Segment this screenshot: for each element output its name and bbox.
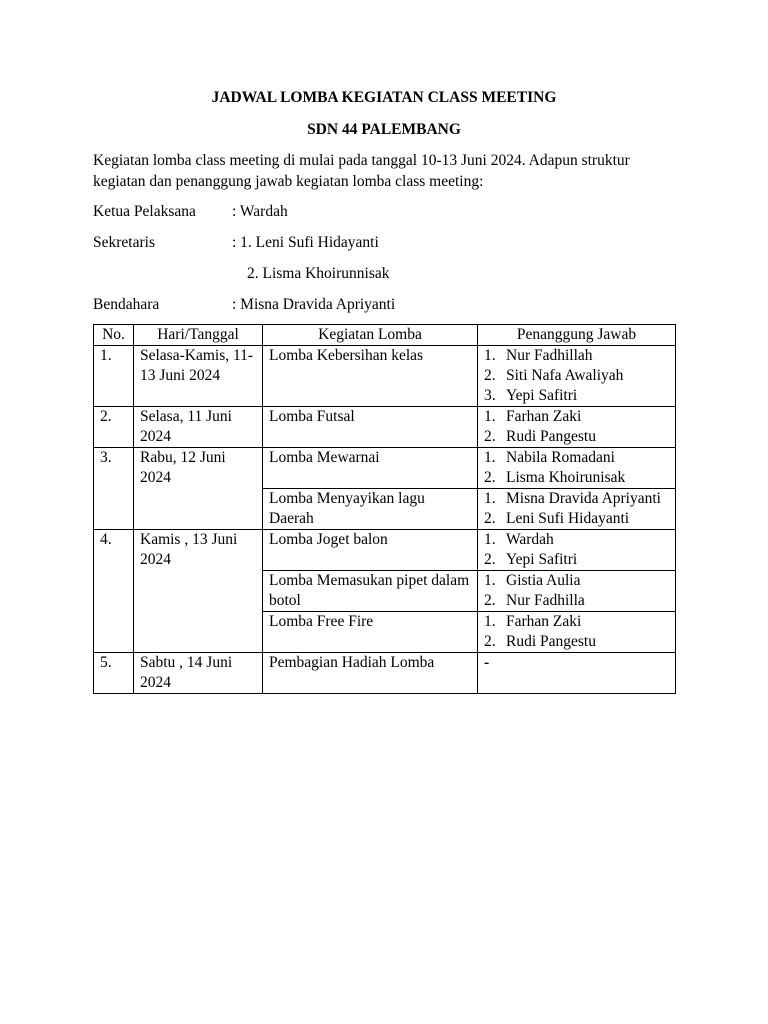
pic-list-number: 1. <box>484 408 496 425</box>
table-row <box>94 530 676 571</box>
pic-list-item <box>484 591 669 611</box>
pic-list <box>484 407 669 447</box>
pic-list-item <box>484 346 669 366</box>
pic-cell <box>478 612 676 653</box>
activity-name: Lomba Kebersihan kelas <box>263 346 478 407</box>
pic-name: Nabila Romadani <box>506 449 615 466</box>
pic-cell <box>478 530 676 571</box>
pic-cell: - <box>478 653 676 694</box>
row-date: Selasa, 11 Juni 2024 <box>134 407 263 448</box>
pic-list <box>484 489 669 529</box>
pic-list-number: 1. <box>484 572 496 589</box>
pic-list-number: 3. <box>484 387 496 404</box>
pic-cell <box>478 571 676 612</box>
pic-name: Siti Nafa Awaliyah <box>506 367 624 384</box>
header-pic: Penanggung Jawab <box>478 325 676 346</box>
row-date: Rabu, 12 Juni 2024 <box>134 448 263 530</box>
schedule-table <box>93 324 676 694</box>
activity-name: Lomba Menyayikan lagu Daerah <box>263 489 478 530</box>
pic-name: Misna Dravida Apriyanti <box>506 490 661 507</box>
row-date: Kamis , 13 Juni 2024 <box>134 530 263 653</box>
school-name: SDN 44 PALEMBANG <box>307 121 461 138</box>
pic-list <box>484 346 669 406</box>
bendahara-label: Bendahara <box>93 296 160 313</box>
activity-name: Lomba Mewarnai <box>263 448 478 489</box>
pic-list-item <box>484 509 669 529</box>
row-number: 4. <box>94 530 134 653</box>
pic-list <box>484 571 669 611</box>
pic-name: Leni Sufi Hidayanti <box>506 510 630 527</box>
pic-list-item <box>484 407 669 427</box>
pic-list-number: 1. <box>484 449 496 466</box>
sekretaris-value-2: 2. Lisma Khoirunnisak <box>247 265 390 282</box>
intro-paragraph: Kegiatan lomba class meeting di mulai pada tanggal 10-13 Juni 2024. Adapun struktur kegiatan dan penanggung jawab kegiatan lomba class meeting: <box>93 152 630 190</box>
pic-name: Farhan Zaki <box>506 613 582 630</box>
table-row <box>94 346 676 407</box>
pic-name: Yepi Safitri <box>506 387 578 404</box>
activity-name: Lomba Memasukan pipet dalam botol <box>263 571 478 612</box>
activity-name: Lomba Joget balon <box>263 530 478 571</box>
pic-list <box>484 448 669 488</box>
pic-list-number: 1. <box>484 347 496 364</box>
pic-list-number: 2. <box>484 428 496 445</box>
ketua-value: : Wardah <box>232 203 288 220</box>
pic-list-item <box>484 612 669 632</box>
pic-list-number: 1. <box>484 490 496 507</box>
pic-name: Gistia Aulia <box>506 572 581 589</box>
ketua-label: Ketua Pelaksana <box>93 203 196 220</box>
pic-list <box>484 530 669 570</box>
row-number: 1. <box>94 346 134 407</box>
pic-list-item <box>484 530 669 550</box>
pic-name: Lisma Khoirunisak <box>506 469 626 486</box>
bendahara-value: : Misna Dravida Apriyanti <box>232 296 396 313</box>
row-number: 5. <box>94 653 134 694</box>
table-row <box>94 653 676 694</box>
header-activity: Kegiatan Lomba <box>263 325 478 346</box>
pic-list-item <box>484 468 669 488</box>
table-header-row <box>94 325 676 346</box>
sekretaris-value-1: : 1. Leni Sufi Hidayanti <box>232 234 379 251</box>
pic-cell <box>478 346 676 407</box>
pic-list-item <box>484 571 669 591</box>
pic-list-number: 2. <box>484 633 496 650</box>
pic-list-number: 1. <box>484 531 496 548</box>
pic-cell <box>478 407 676 448</box>
pic-name: Rudi Pangestu <box>506 428 596 445</box>
pic-list-number: 2. <box>484 469 496 486</box>
schedule-body <box>94 346 676 694</box>
pic-list-item <box>484 550 669 570</box>
row-date: Selasa-Kamis, 11-13 Juni 2024 <box>134 346 263 407</box>
pic-name: Farhan Zaki <box>506 408 582 425</box>
pic-list-number: 2. <box>484 592 496 609</box>
activity-name: Lomba Free Fire <box>263 612 478 653</box>
pic-name: Wardah <box>506 531 554 548</box>
pic-list-item <box>484 366 669 386</box>
pic-name: Nur Fadhillah <box>506 347 593 364</box>
pic-list-number: 1. <box>484 613 496 630</box>
pic-cell <box>478 489 676 530</box>
pic-list-item <box>484 489 669 509</box>
pic-name: Rudi Pangestu <box>506 633 596 650</box>
row-number: 2. <box>94 407 134 448</box>
header-no: No. <box>94 325 134 346</box>
sekretaris-label: Sekretaris <box>93 234 155 251</box>
header-date: Hari/Tanggal <box>134 325 263 346</box>
pic-name: Nur Fadhilla <box>506 592 585 609</box>
table-row <box>94 448 676 489</box>
row-date: Sabtu , 14 Juni 2024 <box>134 653 263 694</box>
table-row <box>94 407 676 448</box>
pic-list <box>484 612 669 652</box>
pic-list-number: 2. <box>484 367 496 384</box>
activity-name: Pembagian Hadiah Lomba <box>263 653 478 694</box>
document-title: JADWAL LOMBA KEGIATAN CLASS MEETING <box>211 89 557 106</box>
activity-name: Lomba Futsal <box>263 407 478 448</box>
pic-cell <box>478 448 676 489</box>
pic-list-item <box>484 632 669 652</box>
pic-list-item <box>484 448 669 468</box>
pic-list-number: 2. <box>484 551 496 568</box>
pic-list-number: 2. <box>484 510 496 527</box>
row-number: 3. <box>94 448 134 530</box>
pic-name: Yepi Safitri <box>506 551 578 568</box>
pic-list-item <box>484 386 669 406</box>
pic-list-item <box>484 427 669 447</box>
